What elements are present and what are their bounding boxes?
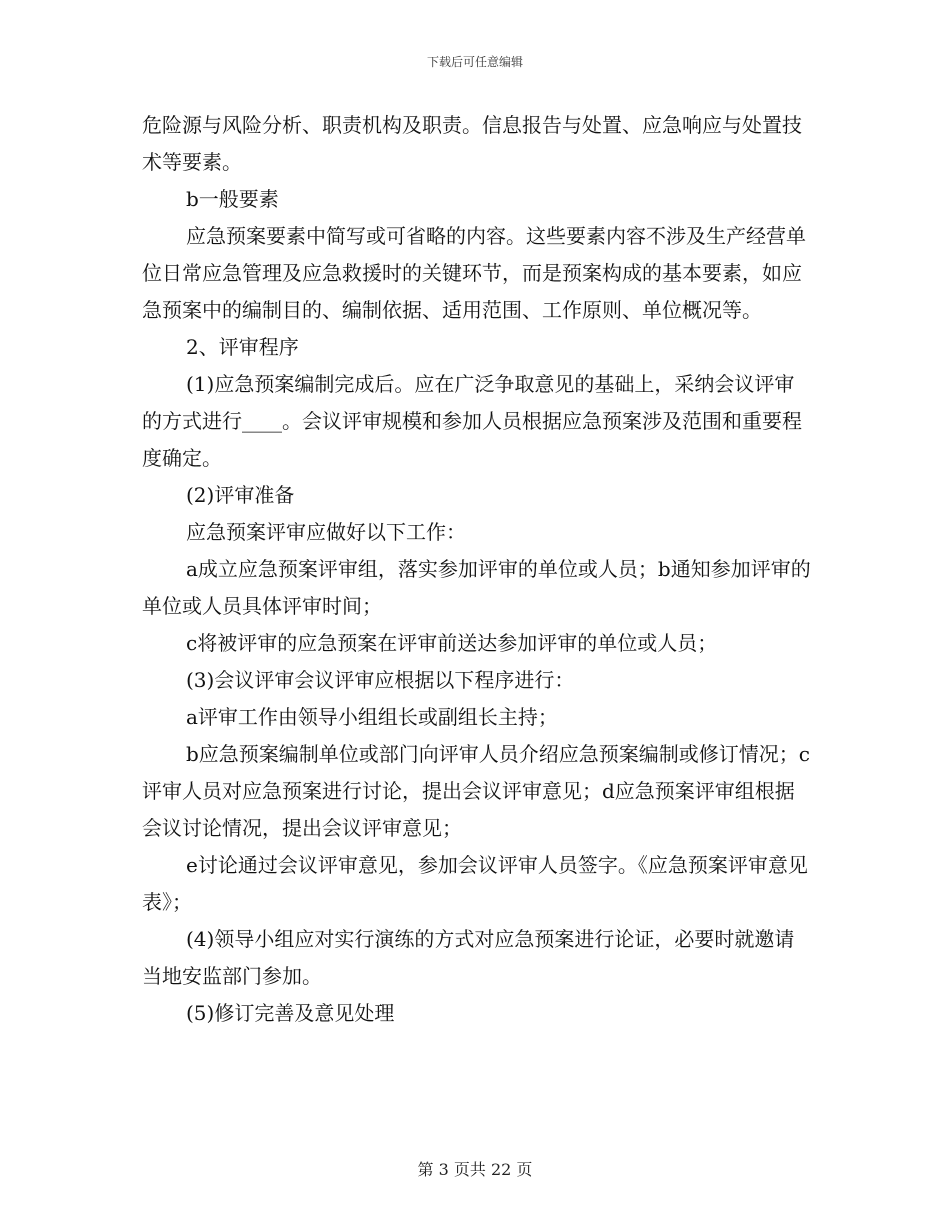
paragraph-11: a评审工作由领导小组组长或副组长主持； [186, 705, 558, 729]
paragraph-8: a成立应急预案评审组，落实参加评审的单位或人员；b通知参加评审的单位或人员具体评审时间； [142, 557, 811, 618]
page-header: 下载后可任意编辑 [426, 55, 523, 69]
document-body [142, 107, 812, 1032]
paragraph-2: b一般要素 [186, 187, 279, 211]
paragraph-4: 2、评审程序 [186, 335, 299, 359]
page-footer: 第 3 页共 22 页 [417, 1160, 533, 1179]
paragraph-5: (1)应急预案编制完成后。应在广泛争取意见的基础上，采纳会议评审的方式进行____。会议评审规模和参加人员根据应急预案涉及范围和重要程度确定。 [142, 372, 802, 470]
paragraph-1: 危险源与风险分析、职责机构及职责。信息报告与处置、应急响应与处置技术等要素。 [142, 113, 802, 174]
paragraph-3: 应急预案要素中简写或可省略的内容。这些要素内容不涉及生产经营单位日常应急管理及应急救援时的关键环节，而是预案构成的基本要素，如应急预案中的编制目的、编制依据、适用范围、工作原则、单位概况等。 [142, 224, 806, 322]
paragraph-10: (3)会议评审会议评审应根据以下程序进行： [186, 668, 575, 692]
paragraph-7: 应急预案评审应做好以下工作： [186, 520, 466, 544]
paragraph-14: (4)领导小组应对实行演练的方式对应急预案进行论证，必要时就邀请当地安监部门参加。 [142, 927, 795, 988]
paragraph-9: c将被评审的应急预案在评审前送达参加评审的单位或人员； [186, 631, 718, 655]
paragraph-12: b应急预案编制单位或部门向评审人员介绍应急预案编制或修订情况；c评审人员对应急预案进行讨论，提出会议评审意见；d应急预案评审组根据会议讨论情况，提出会议评审意见； [142, 742, 811, 840]
paragraph-13: e讨论通过会议评审意见，参加会议评审人员签字。《应急预案评审意见表》； [142, 853, 808, 914]
paragraph-6: (2)评审准备 [186, 483, 295, 507]
paragraph-15: (5)修订完善及意见处理 [186, 1001, 395, 1025]
